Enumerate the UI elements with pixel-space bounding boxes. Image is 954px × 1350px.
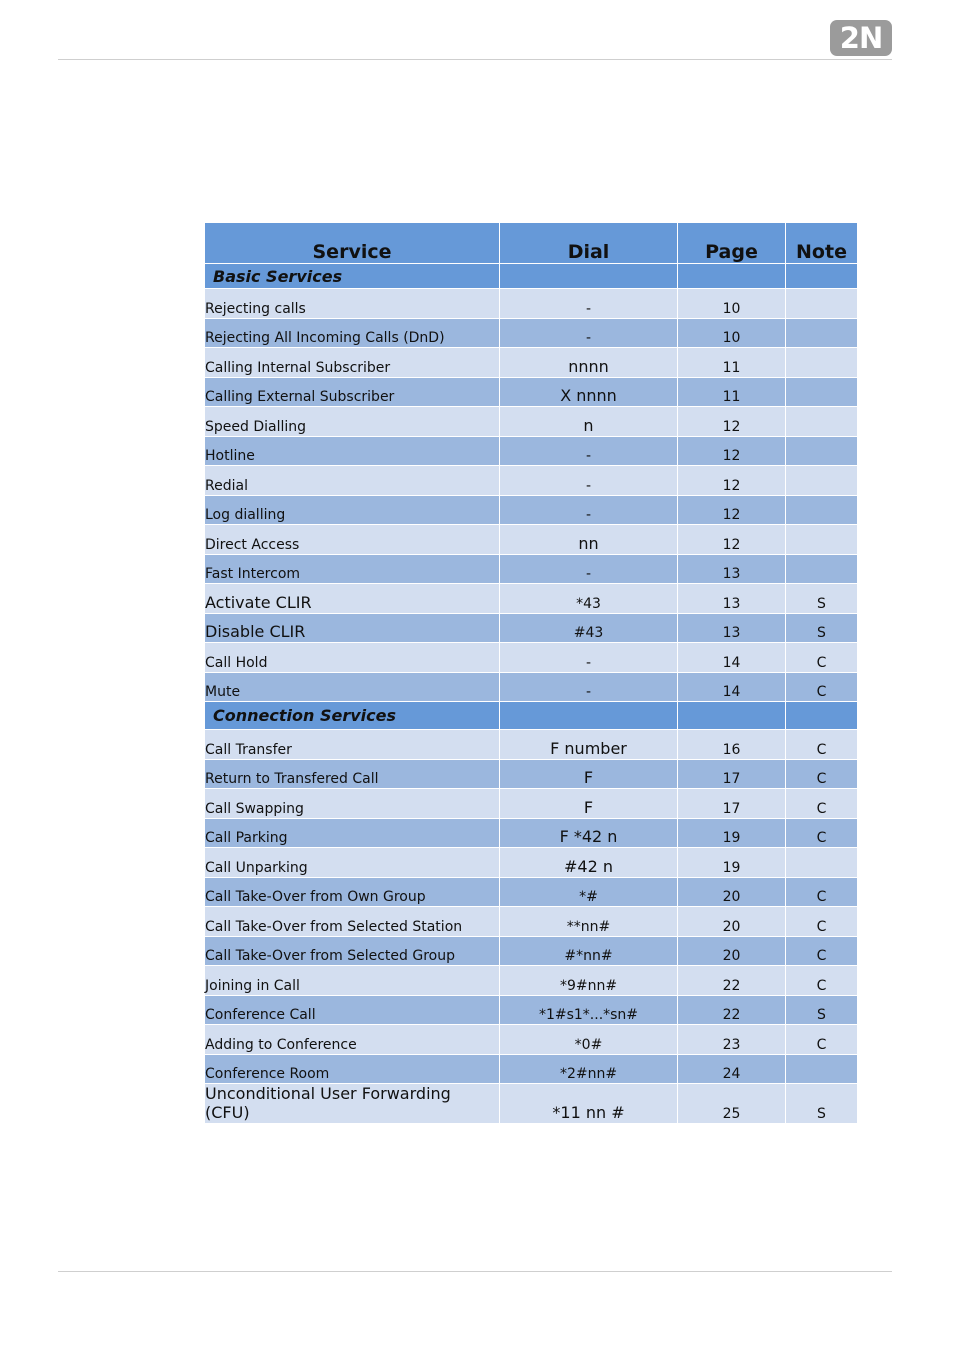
table-row	[205, 995, 858, 1025]
dial-cell: F number	[500, 730, 678, 760]
table-row	[205, 848, 858, 878]
note-cell	[786, 436, 858, 466]
section-filler-cell	[678, 264, 786, 289]
page-cell: 17	[678, 789, 786, 819]
service-cell: Call Unparking	[205, 848, 500, 878]
table-row	[205, 1054, 858, 1084]
page-cell: 10	[678, 289, 786, 319]
table-row	[205, 525, 858, 555]
note-cell	[786, 554, 858, 584]
service-cell: Call Take-Over from Selected Station	[205, 907, 500, 937]
dial-cell: *11 nn #	[500, 1084, 678, 1124]
page-cell: 22	[678, 995, 786, 1025]
page-cell: 12	[678, 407, 786, 437]
page-cell: 22	[678, 966, 786, 996]
dial-cell: nnnn	[500, 348, 678, 378]
service-cell: Call Take-Over from Own Group	[205, 877, 500, 907]
table-row	[205, 466, 858, 496]
service-cell: Direct Access	[205, 525, 500, 555]
service-cell: Redial	[205, 466, 500, 496]
note-cell: C	[786, 759, 858, 789]
service-cell: Disable CLIR	[205, 613, 500, 643]
section-header-row	[205, 264, 858, 289]
dial-cell: -	[500, 318, 678, 348]
page-cell: 11	[678, 348, 786, 378]
header-divider	[58, 59, 892, 60]
dial-cell: F *42 n	[500, 818, 678, 848]
service-cell: Log dialling	[205, 495, 500, 525]
dial-cell: X nnnn	[500, 377, 678, 407]
column-header-note: Note	[786, 223, 858, 264]
service-cell: Conference Room	[205, 1054, 500, 1084]
note-cell: C	[786, 1025, 858, 1055]
page-cell: 23	[678, 1025, 786, 1055]
page-cell: 10	[678, 318, 786, 348]
note-cell	[786, 318, 858, 348]
footer-divider	[58, 1271, 892, 1272]
page-cell: 12	[678, 525, 786, 555]
table-row	[205, 407, 858, 437]
service-cell: Return to Transfered Call	[205, 759, 500, 789]
note-cell	[786, 466, 858, 496]
table-row	[205, 966, 858, 996]
note-cell: C	[786, 643, 858, 673]
note-cell: C	[786, 936, 858, 966]
section-title: Basic Services	[205, 264, 500, 289]
note-cell	[786, 848, 858, 878]
table-row	[205, 818, 858, 848]
section-filler-cell	[500, 702, 678, 730]
table-row	[205, 1084, 858, 1124]
note-cell	[786, 377, 858, 407]
note-cell: C	[786, 907, 858, 937]
column-header-dial: Dial	[500, 223, 678, 264]
note-cell: C	[786, 730, 858, 760]
service-cell: Hotline	[205, 436, 500, 466]
table-row	[205, 554, 858, 584]
table-row	[205, 613, 858, 643]
table-row	[205, 436, 858, 466]
dial-cell: *#	[500, 877, 678, 907]
services-table	[204, 222, 858, 1124]
page-cell: 20	[678, 936, 786, 966]
page-cell: 14	[678, 643, 786, 673]
dial-cell: *9#nn#	[500, 966, 678, 996]
note-cell	[786, 407, 858, 437]
service-cell: Rejecting calls	[205, 289, 500, 319]
service-cell: Call Take-Over from Selected Group	[205, 936, 500, 966]
note-cell: S	[786, 613, 858, 643]
note-cell	[786, 525, 858, 555]
note-cell	[786, 495, 858, 525]
page-cell: 25	[678, 1084, 786, 1124]
dial-cell: -	[500, 495, 678, 525]
note-cell: S	[786, 995, 858, 1025]
brand-logo: 2N	[830, 20, 892, 56]
column-header-page: Page	[678, 223, 786, 264]
page-cell: 13	[678, 554, 786, 584]
table-row	[205, 789, 858, 819]
service-cell: Unconditional User Forwarding (CFU)	[205, 1084, 500, 1124]
service-cell: Joining in Call	[205, 966, 500, 996]
table-row	[205, 584, 858, 614]
service-cell: Calling External Subscriber	[205, 377, 500, 407]
section-filler-cell	[786, 702, 858, 730]
service-cell: Call Hold	[205, 643, 500, 673]
dial-cell: -	[500, 554, 678, 584]
dial-cell: -	[500, 643, 678, 673]
dial-cell: #42 n	[500, 848, 678, 878]
note-cell: C	[786, 966, 858, 996]
table-row	[205, 936, 858, 966]
table-row	[205, 672, 858, 702]
note-cell	[786, 348, 858, 378]
note-cell: C	[786, 818, 858, 848]
section-filler-cell	[786, 264, 858, 289]
service-cell: Mute	[205, 672, 500, 702]
table-row	[205, 643, 858, 673]
table-row	[205, 907, 858, 937]
note-cell: C	[786, 789, 858, 819]
dial-cell: -	[500, 289, 678, 319]
dial-cell: #43	[500, 613, 678, 643]
table-row	[205, 1025, 858, 1055]
dial-cell: -	[500, 466, 678, 496]
page-cell: 20	[678, 907, 786, 937]
note-cell: S	[786, 1084, 858, 1124]
service-cell: Activate CLIR	[205, 584, 500, 614]
dial-cell: -	[500, 672, 678, 702]
table-row	[205, 495, 858, 525]
page-cell: 12	[678, 466, 786, 496]
page-cell: 20	[678, 877, 786, 907]
service-cell: Adding to Conference	[205, 1025, 500, 1055]
dial-cell: nn	[500, 525, 678, 555]
note-cell: C	[786, 672, 858, 702]
service-cell: Conference Call	[205, 995, 500, 1025]
column-header-service: Service	[205, 223, 500, 264]
page-cell: 14	[678, 672, 786, 702]
page-cell: 11	[678, 377, 786, 407]
dial-cell: *1#s1*...*sn#	[500, 995, 678, 1025]
page-cell: 12	[678, 495, 786, 525]
dial-cell: F	[500, 759, 678, 789]
page-cell: 19	[678, 818, 786, 848]
dial-cell: *2#nn#	[500, 1054, 678, 1084]
dial-cell: #*nn#	[500, 936, 678, 966]
service-cell: Call Swapping	[205, 789, 500, 819]
table-row	[205, 289, 858, 319]
page-cell: 13	[678, 613, 786, 643]
page-cell: 13	[678, 584, 786, 614]
note-cell: C	[786, 877, 858, 907]
table-row	[205, 877, 858, 907]
section-title: Connection Services	[205, 702, 500, 730]
page-cell: 16	[678, 730, 786, 760]
dial-cell: n	[500, 407, 678, 437]
section-filler-cell	[500, 264, 678, 289]
service-cell: Fast Intercom	[205, 554, 500, 584]
service-cell: Speed Dialling	[205, 407, 500, 437]
table-row	[205, 377, 858, 407]
table-row	[205, 730, 858, 760]
page-cell: 17	[678, 759, 786, 789]
dial-cell: *0#	[500, 1025, 678, 1055]
page-cell: 12	[678, 436, 786, 466]
service-cell: Call Parking	[205, 818, 500, 848]
section-filler-cell	[678, 702, 786, 730]
page-cell: 19	[678, 848, 786, 878]
table-row	[205, 318, 858, 348]
section-header-row	[205, 702, 858, 730]
service-cell: Rejecting All Incoming Calls (DnD)	[205, 318, 500, 348]
dial-cell: F	[500, 789, 678, 819]
service-cell: Calling Internal Subscriber	[205, 348, 500, 378]
dial-cell: -	[500, 436, 678, 466]
note-cell: S	[786, 584, 858, 614]
table-row	[205, 759, 858, 789]
service-cell: Call Transfer	[205, 730, 500, 760]
note-cell	[786, 289, 858, 319]
page-cell: 24	[678, 1054, 786, 1084]
dial-cell: *43	[500, 584, 678, 614]
table-row	[205, 348, 858, 378]
table-header-row	[205, 223, 858, 264]
note-cell	[786, 1054, 858, 1084]
dial-cell: **nn#	[500, 907, 678, 937]
